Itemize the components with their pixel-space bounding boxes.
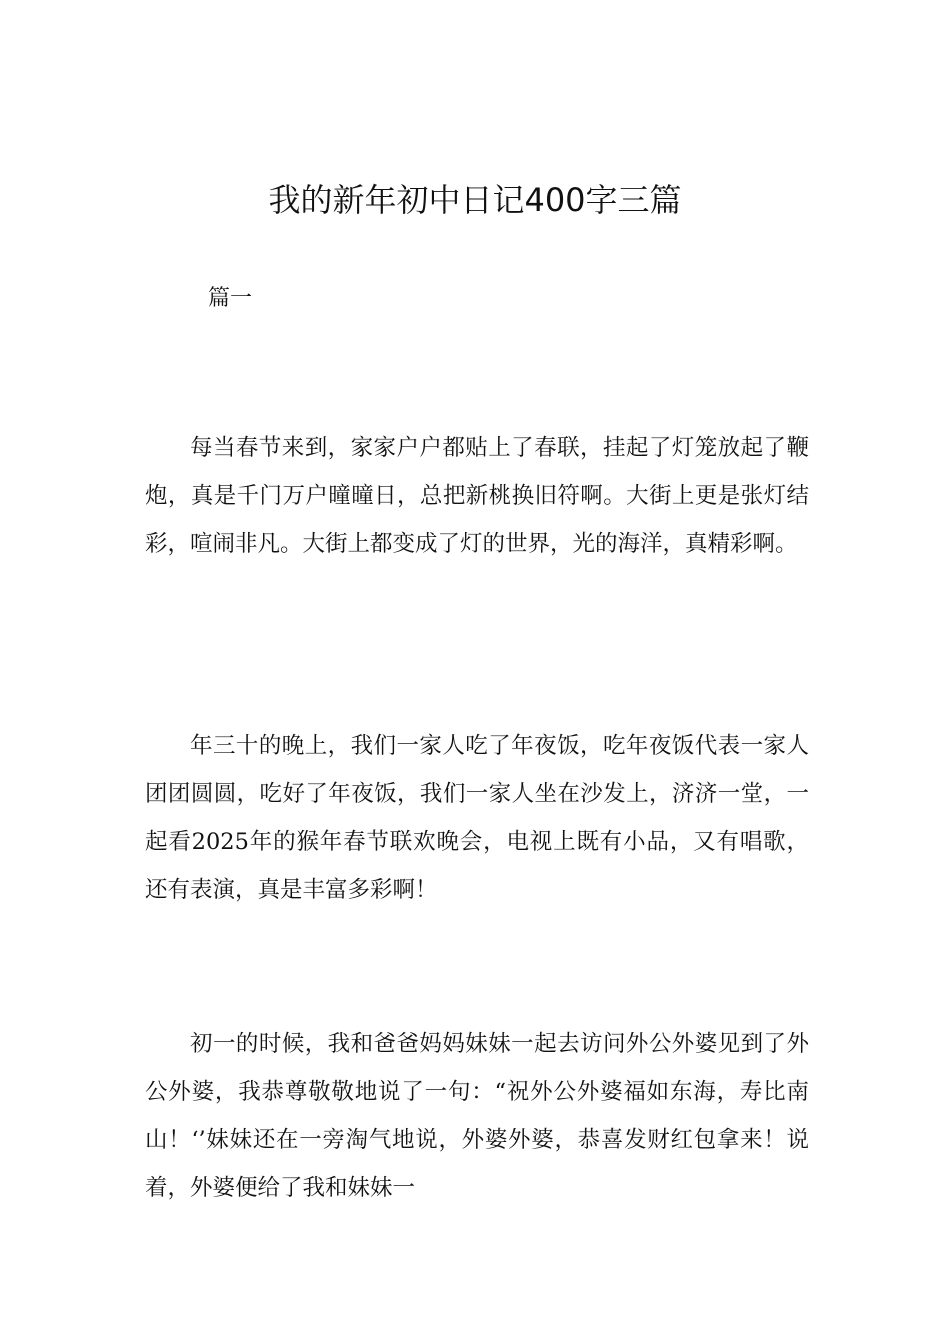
paragraph-2: 年三十的晚上，我们一家人吃了年夜饭，吃年夜饭代表一家人团团圆圆，吃好了年夜饭，我们一家人坐在沙发上，济济一堂，一起看2025年的猴年春节联欢晚会，电视上既有小品，又有唱歌，还有表演，真是丰富多彩啊！ <box>145 733 809 903</box>
section-label: 篇一 <box>208 286 253 311</box>
paragraph-1: 每当春节来到，家家户户都贴上了春联，挂起了灯笼放起了鞭炮，真是千门万户曈曈日，总把新桃换旧符啊。大街上更是张灯结彩，喧闹非凡。大街上都变成了灯的世界，光的海洋，真精彩啊。 <box>145 435 809 557</box>
paragraph-3: 初一的时候，我和爸爸妈妈妹妹一起去访问外公外婆见到了外公外婆，我恭尊敬敬地说了一句：“祝外公外婆福如东海，寿比南山！‘’妹妹还在一旁淘气地说，外婆外婆，恭喜发财红包拿来！说着，外婆便给了我和妹妹一 <box>145 1031 809 1201</box>
document-title: 我的新年初中日记400字三篇 <box>268 181 682 219</box>
